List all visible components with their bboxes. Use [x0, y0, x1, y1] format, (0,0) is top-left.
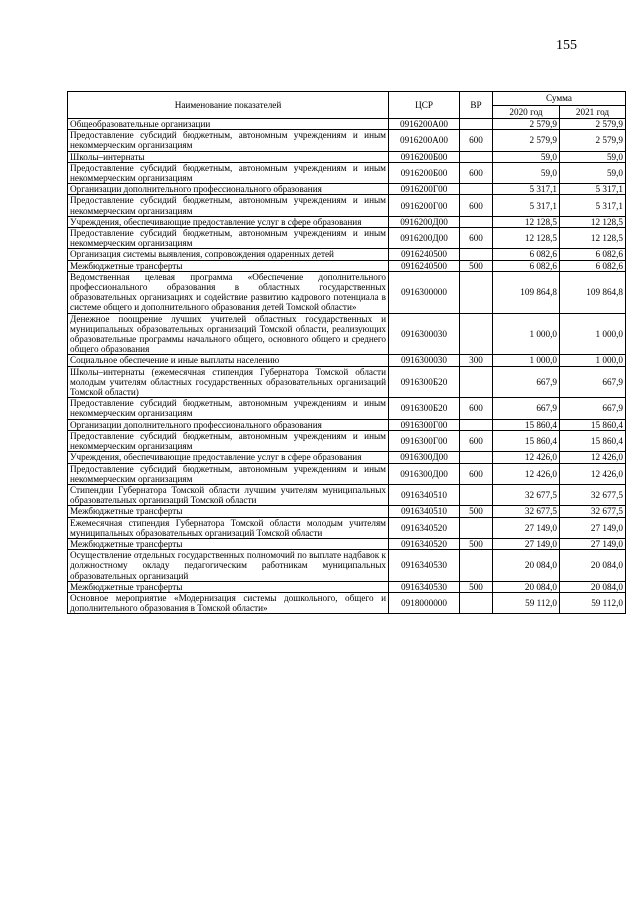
row-sum-2020: 2 579,9: [493, 119, 560, 130]
row-sum-2021: 59 112,0: [560, 592, 626, 613]
table-row: [68, 184, 626, 195]
row-sum-2020: 59,0: [493, 151, 560, 162]
row-csr: 0916300030: [389, 355, 460, 366]
table-row: [68, 228, 626, 249]
row-csr: 0916300Б20: [389, 398, 460, 419]
budget-table: [67, 91, 626, 614]
row-sum-2020: 5 317,1: [493, 195, 560, 216]
row-sum-2021: 27 149,0: [560, 517, 626, 538]
row-vr: 600: [460, 195, 493, 216]
row-sum-2021: 59,0: [560, 162, 626, 183]
row-sum-2021: 5 317,1: [560, 195, 626, 216]
row-name: Ежемесячная стипендия Губернатора Томской области молодым учителям муниципальных образовательных организаций Томской области: [68, 517, 389, 538]
table-row: [68, 216, 626, 227]
table-row: [68, 366, 626, 398]
header-year-2020: 2020 год: [493, 105, 560, 119]
row-vr: 600: [460, 398, 493, 419]
row-name: Осуществление отдельных государственных полномочий по выплате надбавок к должностному окладу педагогическим работникам муниципальных образовательных организаций: [68, 550, 389, 582]
row-name: Предоставление субсидий бюджетным, автономным учреждениям и иным некоммерческим организациям: [68, 162, 389, 183]
row-name: Межбюджетные трансферты: [68, 260, 389, 271]
table-row: [68, 430, 626, 451]
row-name: Стипендии Губернатора Томской области лучшим учителям муниципальных образовательных организаций Томской области: [68, 484, 389, 505]
row-csr: 0916200Б00: [389, 162, 460, 183]
row-name: Межбюджетные трансферты: [68, 506, 389, 517]
table-row: [68, 463, 626, 484]
table-row: [68, 260, 626, 271]
row-vr: 500: [460, 581, 493, 592]
header-year-2021: 2021 год: [560, 105, 626, 119]
row-vr: [460, 249, 493, 260]
row-sum-2020: 2 579,9: [493, 130, 560, 151]
row-sum-2020: 1 000,0: [493, 313, 560, 355]
row-name: Организация системы выявления, сопровождения одаренных детей: [68, 249, 389, 260]
row-sum-2020: 1 000,0: [493, 355, 560, 366]
row-sum-2021: 5 317,1: [560, 184, 626, 195]
table-row: [68, 452, 626, 463]
table-row: [68, 195, 626, 216]
row-sum-2021: 6 082,6: [560, 260, 626, 271]
row-sum-2021: 27 149,0: [560, 538, 626, 549]
row-sum-2021: 32 677,5: [560, 506, 626, 517]
row-csr: 0916300Г00: [389, 419, 460, 430]
row-vr: 600: [460, 228, 493, 249]
row-sum-2020: 6 082,6: [493, 249, 560, 260]
row-sum-2020: 15 860,4: [493, 430, 560, 451]
row-name: Предоставление субсидий бюджетным, автономным учреждениям и иным некоммерческим организациям: [68, 398, 389, 419]
row-csr: 0916200Г00: [389, 184, 460, 195]
row-name: Ведомственная целевая программа «Обеспечение дополнительного профессионального образования в областных государственных образовательных организациях и содействие развитию кадрового потенциала в системе общего и дополнительного образования детей Томской области»: [68, 271, 389, 313]
row-csr: 0916200Б00: [389, 151, 460, 162]
row-csr: 0916240500: [389, 260, 460, 271]
row-sum-2021: 20 084,0: [560, 550, 626, 582]
row-name: Предоставление субсидий бюджетным, автономным учреждениям и иным некоммерческим организациям: [68, 228, 389, 249]
row-sum-2020: 109 864,8: [493, 271, 560, 313]
row-csr: 0916240500: [389, 249, 460, 260]
table-row: [68, 119, 626, 130]
row-csr: 0916200Д00: [389, 216, 460, 227]
row-sum-2020: 12 426,0: [493, 463, 560, 484]
row-sum-2020: 667,9: [493, 366, 560, 398]
row-csr: 0916300Б20: [389, 366, 460, 398]
row-name: Организации дополнительного профессионального образования: [68, 419, 389, 430]
row-sum-2021: 32 677,5: [560, 484, 626, 505]
row-sum-2021: 15 860,4: [560, 430, 626, 451]
table-body: [68, 119, 626, 614]
row-sum-2020: 12 128,5: [493, 216, 560, 227]
row-sum-2021: 12 128,5: [560, 216, 626, 227]
row-name: Предоставление субсидий бюджетным, автономным учреждениям и иным некоммерческим организациям: [68, 430, 389, 451]
row-sum-2021: 2 579,9: [560, 119, 626, 130]
row-sum-2021: 109 864,8: [560, 271, 626, 313]
table-row: [68, 398, 626, 419]
row-sum-2020: 27 149,0: [493, 517, 560, 538]
row-sum-2020: 12 426,0: [493, 452, 560, 463]
row-sum-2021: 1 000,0: [560, 313, 626, 355]
row-sum-2020: 20 084,0: [493, 550, 560, 582]
row-sum-2020: 12 128,5: [493, 228, 560, 249]
row-csr: 0916200Г00: [389, 195, 460, 216]
row-csr: 0916200Д00: [389, 228, 460, 249]
table-row: [68, 271, 626, 313]
row-vr: [460, 216, 493, 227]
row-name: Основное мероприятие «Модернизация системы дошкольного, общего и дополнительного образования в Томской области»: [68, 592, 389, 613]
row-name: Социальное обеспечение и иные выплаты населению: [68, 355, 389, 366]
header-vr: ВР: [460, 92, 493, 119]
row-sum-2020: 32 677,5: [493, 506, 560, 517]
page-number: 155: [556, 38, 577, 53]
row-vr: [460, 366, 493, 398]
row-name: Организации дополнительного профессионального образования: [68, 184, 389, 195]
row-vr: [460, 484, 493, 505]
row-vr: 600: [460, 162, 493, 183]
row-vr: [460, 151, 493, 162]
row-sum-2020: 59,0: [493, 162, 560, 183]
row-csr: 0916300Д00: [389, 463, 460, 484]
row-name: Денежное поощрение лучших учителей областных государственных и муниципальных образовательных организаций Томской области, реализующих образовательные программы начального общего, основного общего и среднего общего образования: [68, 313, 389, 355]
row-name: Учреждения, обеспечивающие предоставление услуг в сфере образования: [68, 216, 389, 227]
row-name: Школы–интернаты: [68, 151, 389, 162]
table-row: [68, 581, 626, 592]
row-vr: [460, 271, 493, 313]
header-sum: Сумма: [493, 92, 626, 106]
table-row: [68, 130, 626, 151]
row-csr: 0918000000: [389, 592, 460, 613]
row-sum-2020: 15 860,4: [493, 419, 560, 430]
row-name: Предоставление субсидий бюджетным, автономным учреждениям и иным некоммерческим организациям: [68, 130, 389, 151]
table-row: [68, 151, 626, 162]
table-row: [68, 419, 626, 430]
row-csr: 0916300030: [389, 313, 460, 355]
row-sum-2021: 2 579,9: [560, 130, 626, 151]
header-csr: ЦСР: [389, 92, 460, 119]
row-sum-2021: 12 426,0: [560, 463, 626, 484]
row-csr: 0916300Г00: [389, 430, 460, 451]
row-sum-2020: 32 677,5: [493, 484, 560, 505]
row-sum-2021: 667,9: [560, 366, 626, 398]
row-vr: 500: [460, 538, 493, 549]
row-sum-2021: 12 128,5: [560, 228, 626, 249]
row-sum-2021: 59,0: [560, 151, 626, 162]
row-csr: 0916200А00: [389, 130, 460, 151]
table-row: [68, 592, 626, 613]
row-sum-2020: 20 084,0: [493, 581, 560, 592]
row-sum-2021: 6 082,6: [560, 249, 626, 260]
row-vr: [460, 313, 493, 355]
row-sum-2021: 1 000,0: [560, 355, 626, 366]
table-row: [68, 249, 626, 260]
table-row: [68, 538, 626, 549]
row-vr: [460, 517, 493, 538]
row-name: Школы–интернаты (ежемесячная стипендия Губернатора Томской области молодым учителям областных государственных образовательных организаций Томской области): [68, 366, 389, 398]
row-vr: 500: [460, 506, 493, 517]
row-vr: [460, 550, 493, 582]
row-vr: [460, 592, 493, 613]
row-csr: 0916340520: [389, 538, 460, 549]
row-name: Межбюджетные трансферты: [68, 581, 389, 592]
row-vr: 600: [460, 463, 493, 484]
row-name: Межбюджетные трансферты: [68, 538, 389, 549]
row-name: Предоставление субсидий бюджетным, автономным учреждениям и иным некоммерческим организациям: [68, 463, 389, 484]
row-vr: [460, 119, 493, 130]
table-header: [68, 92, 626, 119]
table-row: [68, 162, 626, 183]
row-vr: 500: [460, 260, 493, 271]
row-sum-2021: 20 084,0: [560, 581, 626, 592]
row-sum-2020: 6 082,6: [493, 260, 560, 271]
row-csr: 0916340520: [389, 517, 460, 538]
row-sum-2020: 667,9: [493, 398, 560, 419]
row-vr: 600: [460, 430, 493, 451]
row-sum-2021: 15 860,4: [560, 419, 626, 430]
row-sum-2021: 12 426,0: [560, 452, 626, 463]
row-sum-2020: 59 112,0: [493, 592, 560, 613]
row-sum-2020: 27 149,0: [493, 538, 560, 549]
table-row: [68, 506, 626, 517]
table-row: [68, 355, 626, 366]
table-row: [68, 484, 626, 505]
row-vr: [460, 419, 493, 430]
row-vr: [460, 184, 493, 195]
row-vr: 600: [460, 130, 493, 151]
row-name: Общеобразовательные организации: [68, 119, 389, 130]
row-name: Учреждения, обеспечивающие предоставление услуг в сфере образования: [68, 452, 389, 463]
row-csr: 0916340530: [389, 581, 460, 592]
header-name: Наименование показателей: [68, 92, 389, 119]
row-csr: 0916340510: [389, 484, 460, 505]
row-vr: [460, 452, 493, 463]
table-row: [68, 550, 626, 582]
row-vr: 300: [460, 355, 493, 366]
row-csr: 0916300000: [389, 271, 460, 313]
row-csr: 0916340510: [389, 506, 460, 517]
row-name: Предоставление субсидий бюджетным, автономным учреждениям и иным некоммерческим организациям: [68, 195, 389, 216]
row-csr: 0916300Д00: [389, 452, 460, 463]
row-csr: 0916340530: [389, 550, 460, 582]
row-csr: 0916200А00: [389, 119, 460, 130]
table-row: [68, 517, 626, 538]
row-sum-2020: 5 317,1: [493, 184, 560, 195]
row-sum-2021: 667,9: [560, 398, 626, 419]
table-row: [68, 313, 626, 355]
